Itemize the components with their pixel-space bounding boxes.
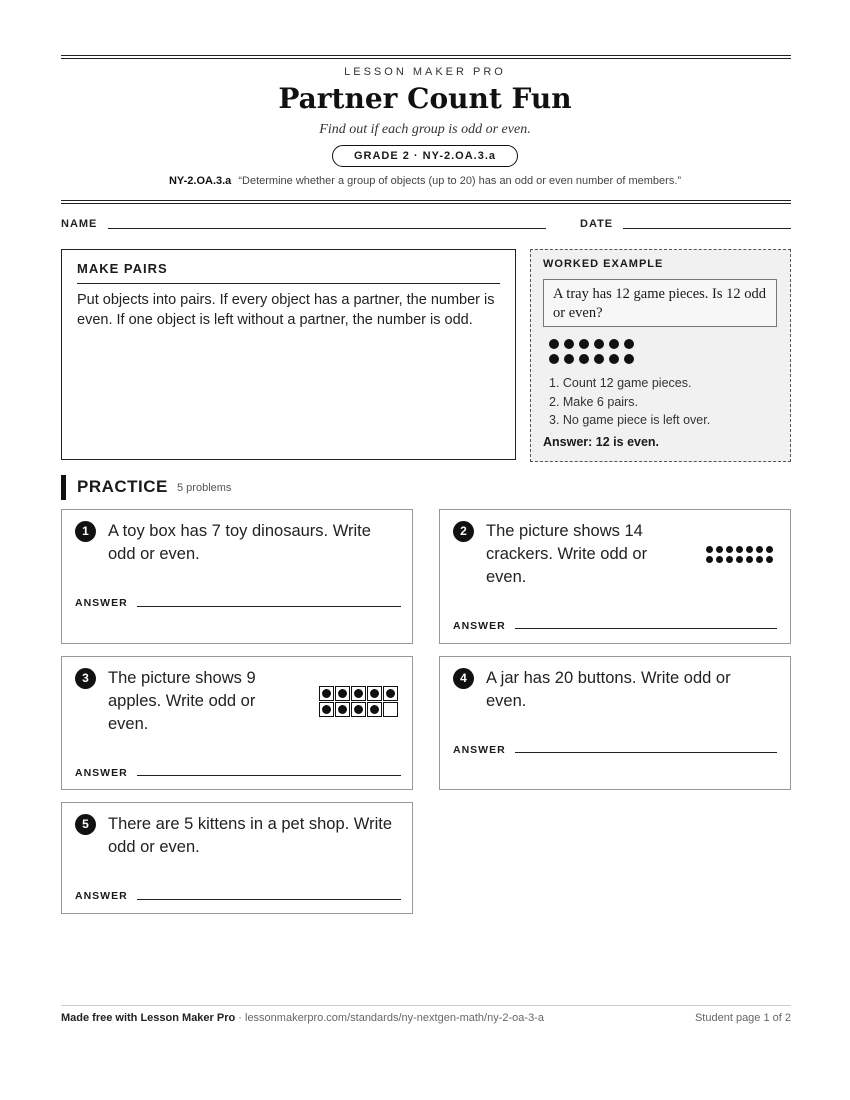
game-piece-dot [564,354,574,364]
answer-field[interactable] [137,606,401,607]
game-piece-dot [564,339,574,349]
footer-rule [61,1005,791,1006]
date-field[interactable] [623,228,791,229]
game-piece-dot [624,354,634,364]
date-label: DATE [580,218,614,230]
cracker-dot [746,556,753,563]
cracker-dot [766,546,773,553]
worked-example-step: 3. No game piece is left over. [549,413,711,427]
make-pairs-text: Put objects into pairs. If every object has a partner, the number is even. If one object is left without a partner, the number is odd. [77,292,495,328]
problem-card-3 [61,656,413,790]
game-piece-dot [594,354,604,364]
standard-statement [0,175,850,187]
practice-accent-bar [61,475,66,500]
cracker-dot [736,556,743,563]
ten-frame-cell [367,702,382,717]
problem-card-1 [61,509,413,644]
game-piece-dot [594,339,604,349]
cracker-dot [766,556,773,563]
game-piece-dot [549,354,559,364]
name-field[interactable] [108,228,546,229]
cracker-dot [726,556,733,563]
problem-number-badge: 2 [453,521,474,542]
problem-text: There are 5 kittens in a pet shop. Write odd or even. [108,815,393,856]
answer-label: ANSWER [453,744,506,756]
name-label: NAME [61,218,98,230]
ten-frame-cell [319,686,334,701]
apple-dot [322,705,331,714]
make-pairs-heading: MAKE PAIRS [77,261,168,276]
problem-card-4 [439,656,791,790]
worked-example-steps [549,374,710,430]
practice-heading: PRACTICE [77,477,168,496]
problem-number-badge: 5 [75,814,96,835]
problem-text: The picture shows 14 crackers. Write odd or even. [486,522,648,586]
ten-frame-cell [335,702,350,717]
answer-label: ANSWER [75,767,128,779]
cracker-dot [716,546,723,553]
worked-example-question: A tray has 12 game pieces. Is 12 odd or even? [543,279,777,327]
footer-credit [61,1012,544,1024]
cracker-dot [716,556,723,563]
ten-frame-cell [383,686,398,701]
cracker-dot [746,546,753,553]
problem-card-5 [61,802,413,914]
game-piece-dot [579,339,589,349]
game-piece-dot [609,339,619,349]
answer-field[interactable] [515,628,777,629]
game-piece-dot [579,354,589,364]
problem-number-badge: 1 [75,521,96,542]
problem-text: The picture shows 9 apples. Write odd or even. [108,669,256,733]
ten-frame-cell [335,686,350,701]
make-pairs-box [61,249,516,460]
page-title: Partner Count Fun [278,82,572,115]
footer-made-with: Made free with Lesson Maker Pro [61,1012,236,1024]
cracker-dot [736,546,743,553]
grade-badge: GRADE 2 · NY-2.OA.3.a [332,145,518,167]
answer-label: ANSWER [75,597,128,609]
answer-field[interactable] [137,775,401,776]
worked-example-answer: Answer: 12 is even. [543,435,660,449]
answer-label: ANSWER [75,890,128,902]
header-top-rule [61,55,791,59]
cracker-dot [726,546,733,553]
ten-frame-cell [351,702,366,717]
game-piece-dot [624,339,634,349]
apple-dot [370,705,379,714]
ten-frame-cell [319,702,334,717]
worked-example-box [530,249,791,462]
apple-dot [338,705,347,714]
problem-number-badge: 3 [75,668,96,689]
answer-field[interactable] [515,752,777,753]
problem-card-2 [439,509,791,644]
make-pairs-rule [77,283,500,284]
cracker-dot [756,546,763,553]
standard-code: NY-2.OA.3.a [168,175,232,187]
worked-example-step: 1. Count 12 game pieces. [549,376,692,390]
apple-dot [322,689,331,698]
cracker-dot [756,556,763,563]
ten-frame-cell [383,702,398,717]
footer-page-number: Student page 1 of 2 [694,1012,791,1024]
answer-label: ANSWER [453,620,506,632]
worked-example-heading: WORKED EXAMPLE [543,258,664,270]
problem-text: A toy box has 7 toy dinosaurs. Write odd or even. [108,522,371,563]
apple-dot [354,705,363,714]
problem-number-badge: 4 [453,668,474,689]
apple-dot [354,689,363,698]
game-piece-dot [609,354,619,364]
cracker-dot [706,546,713,553]
ten-frame-cell [367,686,382,701]
apple-dot [370,689,379,698]
brand-name: LESSON MAKER PRO [344,66,506,78]
problem-text: A jar has 20 buttons. Write odd or even. [486,669,731,710]
answer-field[interactable] [137,899,401,900]
apple-dot [386,689,395,698]
apple-dot [338,689,347,698]
page-subtitle: Find out if each group is odd or even. [319,122,531,137]
standard-text: “Determine whether a group of objects (up to 20) has an odd or even number of members.” [238,175,682,187]
cracker-dot [706,556,713,563]
footer-url[interactable]: · lessonmakerpro.com/standards/ny-nextgen-math/ny-2-oa-3-a [235,1012,544,1024]
header-bottom-rule [61,200,791,204]
game-piece-dot [549,339,559,349]
practice-count: 5 problems [177,482,232,494]
worked-example-step: 2. Make 6 pairs. [549,394,638,409]
ten-frame-cell [351,686,366,701]
